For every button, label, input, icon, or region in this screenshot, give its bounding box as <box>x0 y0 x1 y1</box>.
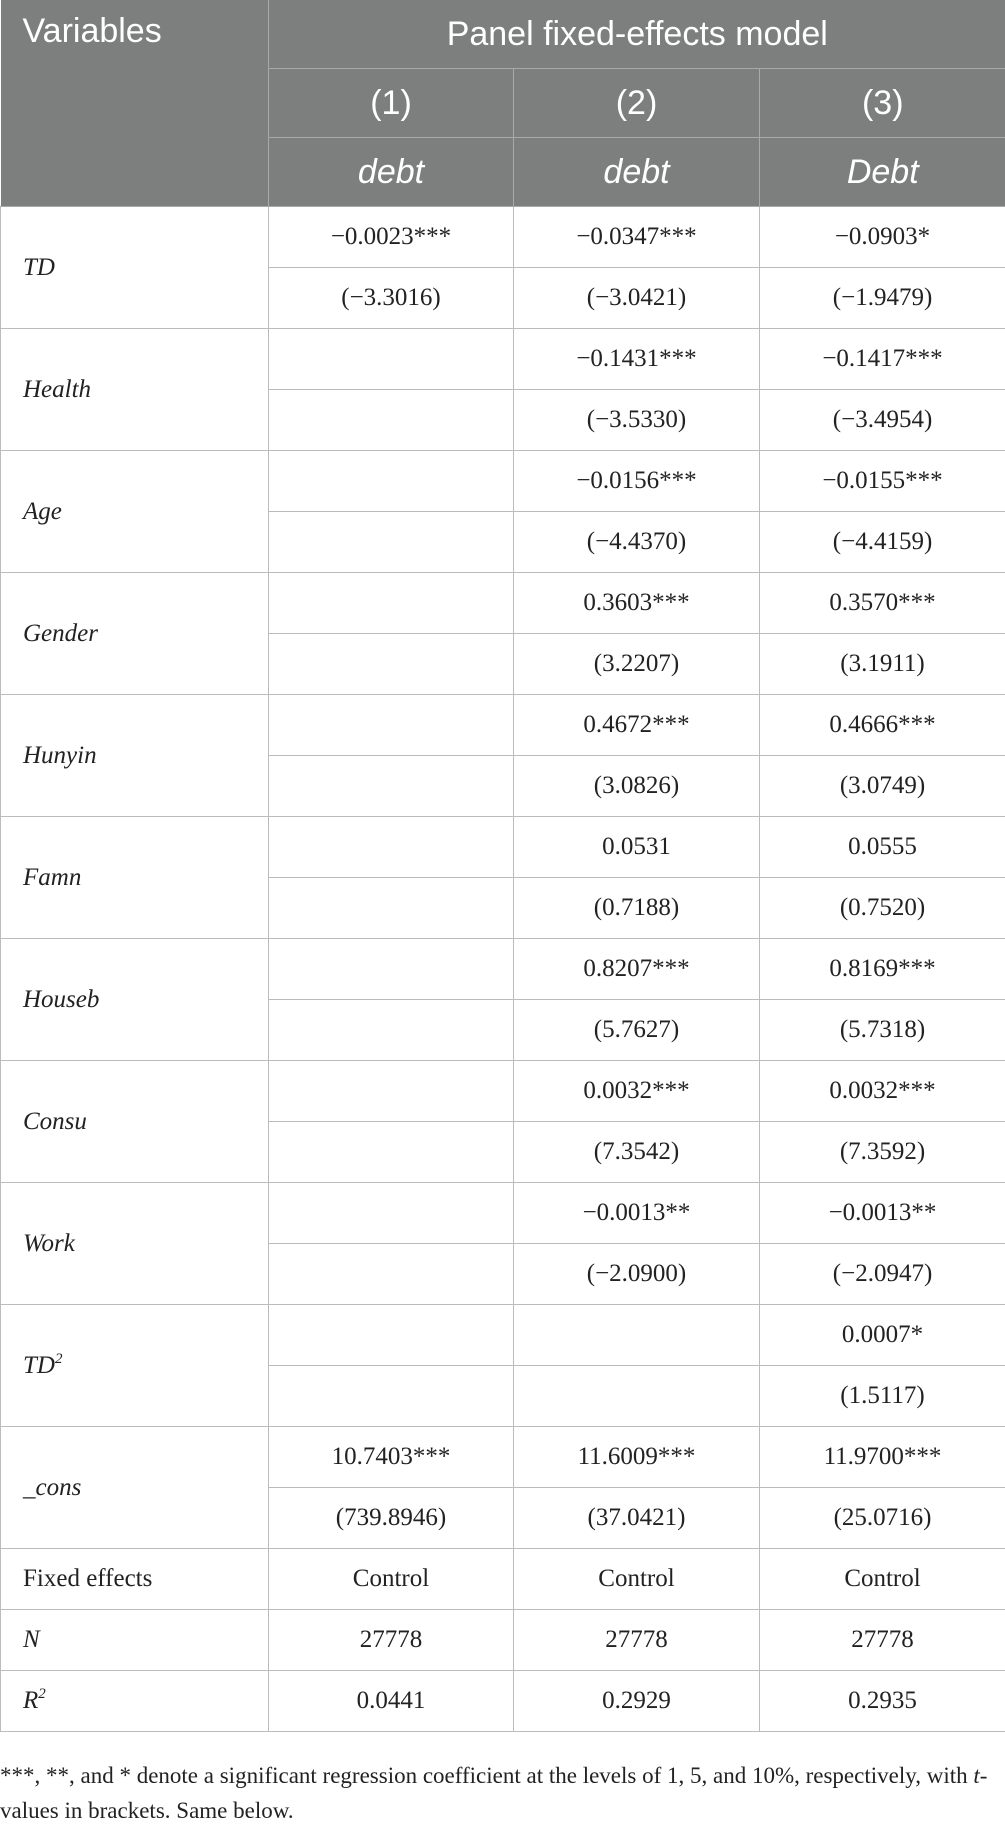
t-value-cell: (−3.4954) <box>760 390 1005 451</box>
variable-name-cell <box>1 1671 269 1732</box>
column-number-2: (2) <box>514 69 760 138</box>
coefficient-row <box>1 1061 1005 1122</box>
t-value-cell: (7.3592) <box>760 1122 1005 1183</box>
dependent-variable-2: debt <box>514 138 760 207</box>
coefficient-row <box>1 329 1005 390</box>
coefficient-cell <box>269 817 514 878</box>
coefficient-cell: −0.0023*** <box>269 207 514 268</box>
variable-name: _cons <box>23 1473 82 1501</box>
coefficient-cell: 0.0555 <box>760 817 1005 878</box>
variable-name-cell <box>1 695 269 817</box>
t-value-cell <box>269 878 514 939</box>
variable-name-cell <box>1 1183 269 1305</box>
summary-cell: 0.2929 <box>514 1671 760 1732</box>
coefficient-cell <box>269 1305 514 1366</box>
coefficient-cell: 0.3570*** <box>760 573 1005 634</box>
summary-cell: Control <box>269 1549 514 1610</box>
t-value-cell <box>269 1366 514 1427</box>
coefficient-cell: −0.0156*** <box>514 451 760 512</box>
coefficient-cell: 11.9700*** <box>760 1427 1005 1488</box>
t-value-cell: (1.5117) <box>760 1366 1005 1427</box>
summary-cell: 27778 <box>514 1610 760 1671</box>
coefficient-cell: 0.3603*** <box>514 573 760 634</box>
summary-cell: Control <box>760 1549 1005 1610</box>
t-value-cell: (3.2207) <box>514 634 760 695</box>
dependent-variable-1: debt <box>269 138 514 207</box>
t-value-cell: (739.8946) <box>269 1488 514 1549</box>
table-header <box>1 0 1005 207</box>
t-value-cell: (−3.3016) <box>269 268 514 329</box>
variable-name: R <box>23 1687 39 1714</box>
variable-name-cell <box>1 451 269 573</box>
variable-name: Age <box>23 497 62 525</box>
summary-row <box>1 1671 1005 1732</box>
coefficient-row <box>1 451 1005 512</box>
summary-row <box>1 1610 1005 1671</box>
t-value-cell: (7.3542) <box>514 1122 760 1183</box>
coefficient-cell: 0.4666*** <box>760 695 1005 756</box>
variable-name-cell <box>1 939 269 1061</box>
t-value-cell: (3.1911) <box>760 634 1005 695</box>
t-value-cell <box>269 1000 514 1061</box>
coefficient-cell: −0.0347*** <box>514 207 760 268</box>
variable-name-cell <box>1 1061 269 1183</box>
variable-name: Hunyin <box>23 741 97 769</box>
variable-name: Houseb <box>23 985 100 1013</box>
variable-name: N <box>23 1626 40 1653</box>
t-value-cell <box>269 1244 514 1305</box>
coefficient-cell: −0.1431*** <box>514 329 760 390</box>
coefficient-cell: 11.6009*** <box>514 1427 760 1488</box>
model-header: Panel fixed-effects model <box>269 0 1005 69</box>
t-value-cell: (0.7520) <box>760 878 1005 939</box>
summary-cell: 27778 <box>269 1610 514 1671</box>
note-text-part2: -values in brackets. Same below. <box>0 1763 988 1823</box>
t-value-cell <box>269 756 514 817</box>
coefficient-cell: −0.1417*** <box>760 329 1005 390</box>
variable-name: Health <box>23 375 92 403</box>
summary-cell: 27778 <box>760 1610 1005 1671</box>
coefficient-cell: −0.0155*** <box>760 451 1005 512</box>
t-value-cell: (37.0421) <box>514 1488 760 1549</box>
variable-name: TD <box>23 253 55 281</box>
variable-name-cell <box>1 207 269 329</box>
column-number-1: (1) <box>269 69 514 138</box>
variables-header: Variables <box>1 0 269 207</box>
coefficient-cell: 0.0531 <box>514 817 760 878</box>
coefficient-row <box>1 573 1005 634</box>
coefficient-cell <box>269 1183 514 1244</box>
coefficient-cell: 0.0007* <box>760 1305 1005 1366</box>
table-note <box>0 1758 990 1828</box>
coefficient-cell <box>269 329 514 390</box>
summary-row <box>1 1549 1005 1610</box>
variable-name: Work <box>23 1229 75 1257</box>
coefficient-cell <box>269 451 514 512</box>
variable-name-cell <box>1 1427 269 1549</box>
t-value-cell: (3.0826) <box>514 756 760 817</box>
coefficient-row <box>1 1183 1005 1244</box>
variable-name: Consu <box>23 1107 87 1135</box>
variable-superscript: 2 <box>54 1350 63 1367</box>
variable-name-cell <box>1 1610 269 1671</box>
variable-name: Famn <box>23 863 82 891</box>
t-value-cell: (5.7318) <box>760 1000 1005 1061</box>
coefficient-row <box>1 207 1005 268</box>
coefficient-row <box>1 939 1005 1000</box>
t-value-cell: (5.7627) <box>514 1000 760 1061</box>
t-value-cell: (−4.4159) <box>760 512 1005 573</box>
coefficient-row <box>1 1427 1005 1488</box>
coefficient-cell: 0.8207*** <box>514 939 760 1000</box>
t-value-cell: (3.0749) <box>760 756 1005 817</box>
variable-name-cell <box>1 1549 269 1610</box>
coefficient-cell: −0.0013** <box>514 1183 760 1244</box>
t-value-cell: (−4.4370) <box>514 512 760 573</box>
t-value-cell: (−2.0900) <box>514 1244 760 1305</box>
t-value-cell: (−2.0947) <box>760 1244 1005 1305</box>
t-value-cell <box>514 1366 760 1427</box>
variable-name-cell <box>1 817 269 939</box>
coefficient-cell <box>269 1061 514 1122</box>
coefficient-row <box>1 817 1005 878</box>
variable-name: Gender <box>23 619 98 647</box>
t-value-cell: (25.0716) <box>760 1488 1005 1549</box>
dependent-variable-3: Debt <box>760 138 1005 207</box>
coefficient-cell: −0.0903* <box>760 207 1005 268</box>
coefficient-cell <box>269 573 514 634</box>
t-value-cell <box>269 634 514 695</box>
note-text-part1: ***, **, and * denote a significant regression coefficient at the levels of 1, 5, and 10%, respectively, with <box>0 1763 974 1788</box>
summary-cell: 0.2935 <box>760 1671 1005 1732</box>
summary-cell: 0.0441 <box>269 1671 514 1732</box>
coefficient-cell: 10.7403*** <box>269 1427 514 1488</box>
variable-name-cell <box>1 573 269 695</box>
coefficient-cell <box>514 1305 760 1366</box>
t-value-cell: (−3.5330) <box>514 390 760 451</box>
t-value-cell <box>269 390 514 451</box>
t-value-cell: (−1.9479) <box>760 268 1005 329</box>
coefficient-row <box>1 1305 1005 1366</box>
coefficient-cell: 0.4672*** <box>514 695 760 756</box>
variable-name-cell <box>1 329 269 451</box>
variable-name: Fixed effects <box>23 1565 153 1592</box>
variable-name: TD <box>23 1351 55 1379</box>
t-value-cell: (0.7188) <box>514 878 760 939</box>
variable-name-cell <box>1 1305 269 1427</box>
coefficient-cell <box>269 695 514 756</box>
note-t-value: t <box>973 1763 980 1788</box>
coefficient-cell: 0.0032*** <box>760 1061 1005 1122</box>
t-value-cell <box>269 512 514 573</box>
coefficient-row <box>1 695 1005 756</box>
summary-cell: Control <box>514 1549 760 1610</box>
t-value-cell <box>269 1122 514 1183</box>
coefficient-cell: 0.0032*** <box>514 1061 760 1122</box>
coefficient-cell <box>269 939 514 1000</box>
t-value-cell: (−3.0421) <box>514 268 760 329</box>
coefficient-cell: −0.0013** <box>760 1183 1005 1244</box>
variable-superscript: 2 <box>38 1686 46 1702</box>
column-number-3: (3) <box>760 69 1005 138</box>
table-body <box>1 207 1005 1732</box>
coefficient-cell: 0.8169*** <box>760 939 1005 1000</box>
